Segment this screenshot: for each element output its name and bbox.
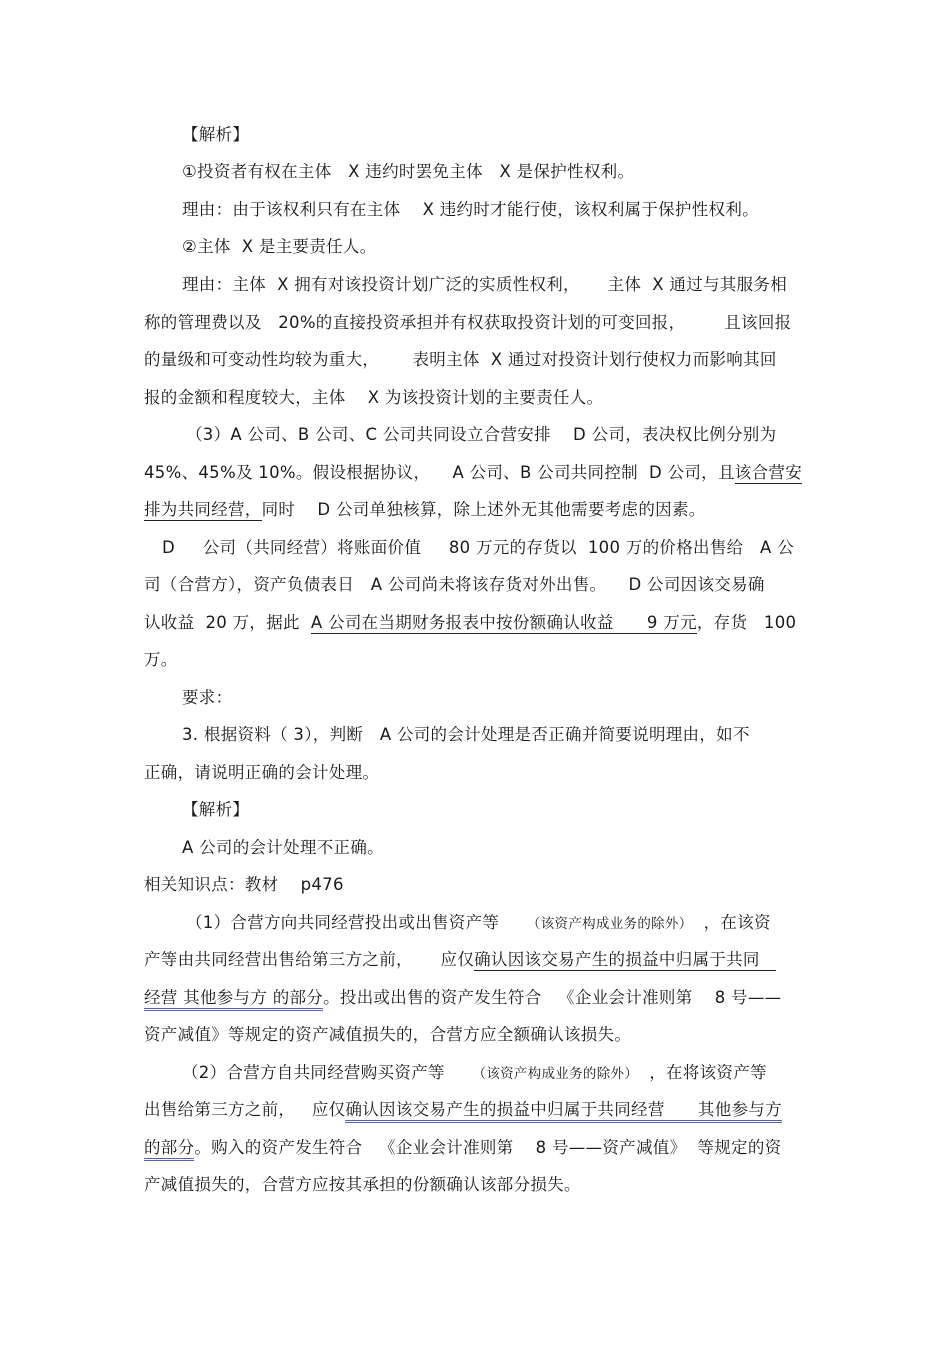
paragraph-line: 称的管理费以及 20%的直接投资承担并有权获取投资计划的可变回报， 且该回报 <box>144 313 792 332</box>
text-segment: 出售给第三方之前， 应仅 <box>144 1100 346 1119</box>
paragraph-line <box>182 1062 767 1084</box>
text-segment: （1）合营方向共同经营投出或出售资产等 <box>186 913 527 932</box>
underlined-text: 确认因该交易产生的损益中归属于共同 <box>474 950 777 969</box>
paragraph-line <box>144 949 776 971</box>
text-segment: 产等由共同经营出售给第三方之前， 应仅 <box>144 950 475 969</box>
paragraph-line: 理由：主体 X 拥有对该投资计划广泛的实质性权利， 主体 X 通过与其服务相 <box>182 275 787 294</box>
text-segment: 。投出或出售的资产发生符合 《企业会计准则第 8 号—— <box>323 988 782 1007</box>
paragraph-line: 相关知识点：教材 p476 <box>144 875 344 894</box>
underlined-text: A 公司在当期财务报表中按份额确认收益 9 万元 <box>310 613 697 632</box>
paragraph-line <box>144 462 802 484</box>
text-segment: （该资产构成业务的除外） <box>526 916 693 932</box>
paragraph-line: 正确，请说明正确的会计处理。 <box>144 763 380 782</box>
double-underlined-text: 确认因该交易产生的损益中归属于共同经营 其他参与方 <box>345 1100 781 1123</box>
heading-analysis: 【解析】 <box>182 125 250 144</box>
paragraph-line: A 公司的会计处理不正确。 <box>182 838 384 857</box>
paragraph-line: 万。 <box>144 650 178 669</box>
text-segment: ，在该资 <box>692 913 771 932</box>
text-segment: ，存货 100 <box>696 613 797 632</box>
heading-analysis: 【解析】 <box>182 800 250 819</box>
text-segment: ，在将该资产等 <box>638 1063 767 1082</box>
underlined-text: 该合营安 <box>734 463 802 482</box>
paragraph-line <box>144 612 796 634</box>
text-segment: 同时 D 公司单独核算，除上述外无其他需要考虑的因素。 <box>261 500 706 519</box>
text-segment: 。购入的资产发生符合 《企业会计准则第 8 号——资产减值》 等规定的资 <box>194 1138 782 1157</box>
text-segment: （2）合营方自共同经营购买资产等 <box>182 1063 473 1082</box>
paragraph-line: ②主体 X 是主要责任人。 <box>182 237 377 256</box>
text-segment: 认收益 20 万，据此 <box>144 613 311 632</box>
paragraph-line: D 公司（共同经营）将账面价值 80 万元的存货以 100 万的价格出售给 A 公 <box>162 538 794 557</box>
paragraph-line: 要求： <box>182 688 233 707</box>
paragraph-line: （3）A 公司、B 公司、C 公司共同设立合营安排 D 公司，表决权比例分别为 <box>186 425 777 444</box>
text-segment: （该资产构成业务的除外） <box>472 1066 639 1082</box>
double-underlined-text: 经营 其他参与方 的部分 <box>144 988 323 1011</box>
double-underlined-text: 的部分 <box>144 1138 194 1161</box>
paragraph-line <box>144 1099 782 1121</box>
paragraph-line: 的量级和可变动性均较为重大， 表明主体 X 通过对投资计划行使权力而影响其回 <box>144 350 777 369</box>
paragraph-line: ①投资者有权在主体 X 违约时罢免主体 X 是保护性权利。 <box>182 162 635 181</box>
underlined-text: 排为共同经营， <box>144 500 262 519</box>
paragraph-line: 司（合营方），资产负债表日 A 公司尚未将该存货对外出售。 D 公司因该交易确 <box>144 575 765 594</box>
paragraph-line: 资产减值》等规定的资产减值损失的，合营方应全额确认该损失。 <box>144 1025 632 1044</box>
paragraph-line: 报的金额和程度较大，主体 X 为该投资计划的主要责任人。 <box>144 388 604 407</box>
paragraph-line <box>144 987 781 1009</box>
paragraph-line: 产减值损失的，合营方应按其承担的份额确认该部分损失。 <box>144 1175 581 1194</box>
paragraph-line <box>144 1137 781 1159</box>
paragraph-line <box>144 499 706 521</box>
paragraph-line: 3. 根据资料（ 3），判断 A 公司的会计处理是否正确并简要说明理由，如不 <box>182 725 750 744</box>
text-segment: 45%、45%及 10%。假设根据协议， A 公司、B 公司共同控制 D 公司，且 <box>144 463 735 482</box>
paragraph-line <box>186 912 771 934</box>
paragraph-line: 理由：由于该权利只有在主体 X 违约时才能行使，该权利属于保护性权利。 <box>182 200 759 219</box>
